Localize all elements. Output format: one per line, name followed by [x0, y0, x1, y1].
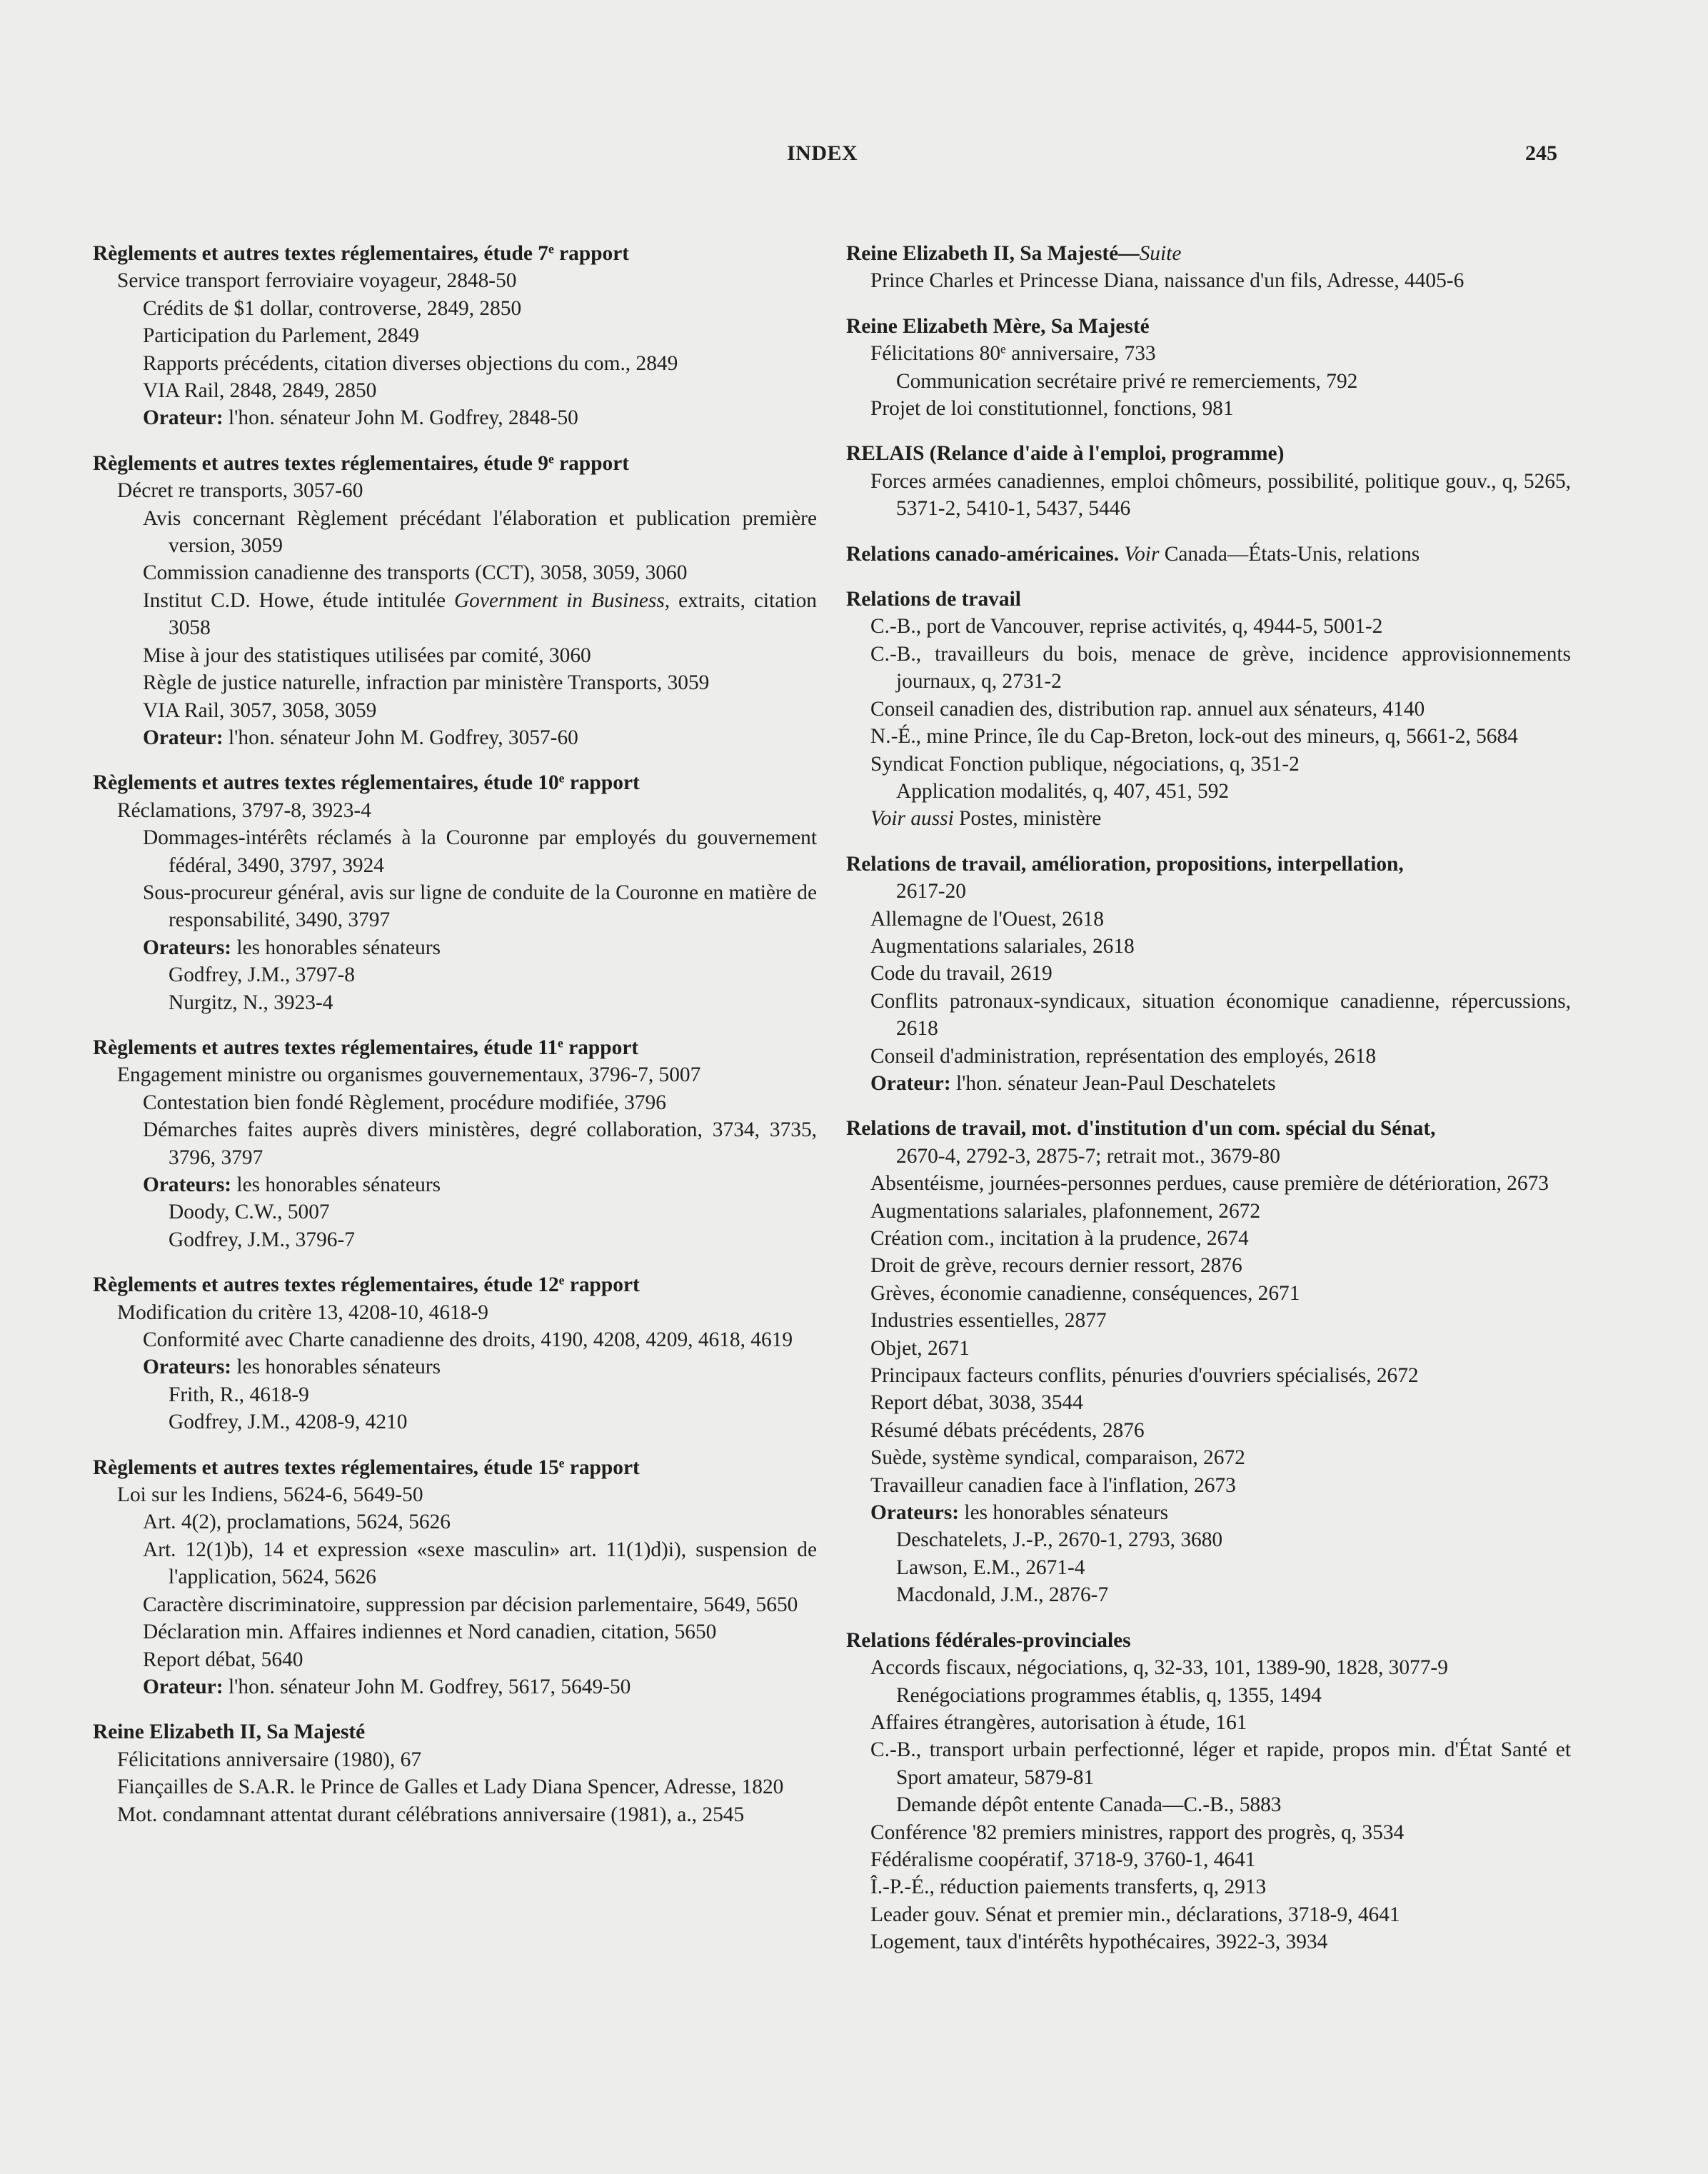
entry-text-tail: anniversaire, 733 — [1005, 342, 1156, 366]
speaker-label: Orateur: — [143, 406, 223, 430]
entry-text: Logement, taux d'intérêts hypothécaires, 3922-3, 3934 — [870, 1930, 1328, 1954]
entry-heading — [846, 851, 1571, 906]
heading-text: Règlements et autres textes réglementaires, étude 12 — [93, 1273, 559, 1297]
entry-text: Leader gouv. Sénat et premier min., déclarations, 3718-9, 4641 — [870, 1903, 1400, 1926]
subentry — [846, 613, 1571, 640]
entry-text: Conflits patronaux-syndicaux, situation économique canadienne, répercussions, 2618 — [870, 989, 1571, 1041]
index-entry — [846, 1115, 1571, 1608]
subentry — [846, 1444, 1571, 1471]
see-also-label: Voir aussi — [870, 807, 954, 831]
heading-tail: rapport — [564, 771, 640, 795]
heading-text: Relations de travail, mot. d'institution d'un com. spécial du Sénat, — [846, 1117, 1436, 1141]
entry-text: les honorables sénateurs — [231, 1173, 441, 1196]
speaker-entry — [93, 961, 817, 988]
entry-heading — [93, 1034, 817, 1061]
speaker-entry — [93, 1408, 817, 1436]
ordinal-superscript: e — [558, 1036, 563, 1051]
ordinal-superscript: e — [558, 1455, 565, 1470]
sub-subentry — [93, 1536, 817, 1591]
subentry — [846, 1043, 1571, 1070]
speaker-label: Orateurs: — [143, 1356, 232, 1379]
entry-text: l'hon. sénateur John M. Godfrey, 5617, 5649-50 — [223, 1675, 631, 1698]
entry-text: C.-B., transport urbain perfectionné, léger et rapide, propos min. d'État Santé et Sport amateur, 5879-81 — [870, 1738, 1571, 1789]
entry-text: Règle de justice naturelle, infraction par ministère Transports, 3059 — [143, 671, 710, 695]
entry-text: Commission canadienne des transports (CCT), 3058, 3059, 3060 — [143, 561, 688, 585]
entry-text: Forces armées canadiennes, emploi chômeurs, possibilité, politique gouv., q, 5265, 5371-2, 5410-1, 5437, 5446 — [870, 469, 1571, 521]
subentry — [846, 1846, 1571, 1873]
speaker-label: Orateurs: — [143, 1173, 232, 1196]
heading-text: Relations canado-américaines. — [846, 542, 1120, 566]
sub-subentry — [93, 669, 817, 696]
entry-text: Affaires étrangères, autorisation à étude, 161 — [870, 1710, 1247, 1734]
entry-heading — [93, 1718, 817, 1745]
sub-subentry — [846, 368, 1571, 395]
entry-text: Participation du Parlement, 2849 — [143, 324, 419, 348]
subentry — [846, 1654, 1571, 1681]
entry-text: Deschatelets, J.-P., 2670-1, 2793, 3680 — [896, 1528, 1223, 1552]
entry-text: VIA Rail, 2848, 2849, 2850 — [143, 379, 377, 403]
entry-text: Engagement ministre ou organismes gouvernementaux, 3796-7, 5007 — [117, 1063, 701, 1087]
index-entry — [846, 851, 1571, 1098]
subentry — [846, 1252, 1571, 1279]
heading-text: Règlements et autres textes réglementaires, étude 10 — [93, 771, 559, 795]
heading-continued-marker: Suite — [1139, 242, 1182, 265]
subentry — [846, 960, 1571, 987]
subentry — [93, 797, 817, 824]
ordinal-superscript: e — [1000, 341, 1006, 356]
entry-text: Caractère discriminatoire, suppression par décision parlementaire, 5649, 5650 — [143, 1593, 798, 1616]
sub-subentry — [93, 404, 817, 431]
sub-subentry — [93, 1326, 817, 1353]
sub-subentry — [93, 1591, 817, 1618]
subentry — [846, 1335, 1571, 1362]
entry-text: Communication secrétaire privé re remerciements, 792 — [896, 369, 1358, 393]
subentry — [846, 1170, 1571, 1197]
index-entry — [846, 1627, 1571, 1956]
index-entry — [846, 240, 1571, 295]
subentry — [93, 1773, 817, 1800]
sub-subentry — [93, 879, 817, 934]
entry-text: Travailleur canadien face à l'inflation, 2673 — [870, 1473, 1236, 1497]
speaker-entry — [93, 989, 817, 1016]
entry-heading — [846, 240, 1571, 267]
entry-text: l'hon. sénateur John M. Godfrey, 3057-60 — [223, 726, 578, 749]
entry-text: Contestation bien fondé Règlement, procédure modifiée, 3796 — [143, 1091, 666, 1114]
subentry — [846, 1819, 1571, 1846]
entry-text: N.-É., mine Prince, île du Cap-Breton, lock-out des mineurs, q, 5661-2, 5684 — [870, 725, 1518, 748]
sub-subentry — [93, 1618, 817, 1645]
see-reference-label: Voir — [1119, 542, 1160, 566]
heading-page-refs: 2670-4, 2792-3, 2875-7; retrait mot., 3679-80 — [896, 1144, 1280, 1168]
entry-text: Réclamations, 3797-8, 3923-4 — [117, 798, 371, 822]
ordinal-superscript: e — [558, 1273, 565, 1288]
entry-text: l'hon. sénateur John M. Godfrey, 2848-50 — [223, 406, 578, 430]
entry-text: Postes, ministère — [953, 807, 1102, 831]
subentry — [846, 1389, 1571, 1416]
heading-text: Règlements et autres textes réglementaires, étude 9 — [93, 451, 548, 475]
index-entry — [93, 1718, 817, 1828]
entry-text: Service transport ferroviaire voyageur, 2848-50 — [117, 269, 517, 293]
entry-heading — [93, 1454, 817, 1481]
entry-text: Conférence '82 premiers ministres, rapport des progrès, q, 3534 — [870, 1820, 1405, 1844]
index-entry — [846, 541, 1571, 568]
subentry — [93, 1481, 817, 1508]
heading-tail: rapport — [553, 451, 630, 475]
heading-tail: rapport — [553, 242, 630, 265]
subentry — [846, 340, 1571, 367]
entry-text: Prince Charles et Princesse Diana, naissance d'un fils, Adresse, 4405-6 — [870, 269, 1465, 293]
heading-text: Relations de travail — [846, 588, 1021, 611]
entry-text: Conseil canadien des, distribution rap. annuel aux sénateurs, 4140 — [870, 697, 1425, 721]
index-entry — [93, 1454, 817, 1701]
entry-text: Accords fiscaux, négociations, q, 32-33, 101, 1389-90, 1828, 3077-9 — [870, 1656, 1448, 1680]
subentry — [846, 751, 1571, 778]
entry-text: Code du travail, 2619 — [870, 962, 1053, 986]
entry-text: Avis concernant Règlement précédant l'élaboration et publication première version, 3059 — [143, 506, 817, 558]
subentry — [93, 1801, 817, 1828]
subentry — [846, 1736, 1571, 1791]
heading-text: Relations fédérales-provinciales — [846, 1628, 1131, 1652]
heading-tail: rapport — [564, 1273, 640, 1297]
heading-text: Reine Elizabeth Mère, Sa Majesté — [846, 314, 1150, 338]
speaker-label: Orateurs: — [143, 936, 232, 959]
page-title: INDEX — [787, 141, 858, 165]
entry-heading — [846, 1627, 1571, 1654]
entry-text: Macdonald, J.M., 2876-7 — [896, 1583, 1109, 1607]
entry-text: Nurgitz, N., 3923-4 — [169, 991, 333, 1014]
index-entry — [846, 586, 1571, 833]
italic-title: Government in Business, — [453, 588, 670, 612]
entry-text: les honorables sénateurs — [231, 1356, 441, 1379]
sub-subentry — [846, 1554, 1571, 1581]
sub-subentry — [846, 1526, 1571, 1553]
heading-tail: rapport — [564, 1456, 640, 1479]
ordinal-superscript: e — [558, 771, 565, 786]
speaker-entry — [93, 1198, 817, 1226]
subentry — [93, 477, 817, 504]
subentry — [93, 1061, 817, 1088]
entry-text: Godfrey, J.M., 3797-8 — [169, 963, 355, 987]
entry-text: Syndicat Fonction publique, négociations, q, 351-2 — [870, 752, 1300, 776]
entry-heading — [846, 586, 1571, 613]
speaker-label: Orateur: — [870, 1071, 951, 1095]
ordinal-superscript: e — [548, 241, 554, 256]
subentry — [846, 395, 1571, 422]
entry-heading — [93, 240, 817, 267]
entry-text: Art. 4(2), proclamations, 5624, 5626 — [143, 1511, 451, 1534]
entry-text: les honorables sénateurs — [959, 1501, 1169, 1525]
entry-text: les honorables sénateurs — [231, 936, 441, 959]
entry-text: Crédits de $1 dollar, controverse, 2849, 2850 — [143, 296, 522, 320]
subentry — [846, 1499, 1571, 1526]
sub-subentry — [93, 1646, 817, 1673]
entry-text: Doody, C.W., 5007 — [169, 1201, 330, 1224]
entry-text: Godfrey, J.M., 3796-7 — [169, 1228, 355, 1251]
sub-subentry — [846, 1791, 1571, 1818]
entry-text: Report débat, 5640 — [143, 1648, 303, 1671]
index-column-right — [846, 240, 1571, 1974]
subentry — [846, 988, 1571, 1043]
speaker-label: Orateurs: — [870, 1501, 960, 1525]
heading-text: Règlements et autres textes réglementaires, étude 11 — [93, 1036, 558, 1059]
sub-subentry — [93, 377, 817, 404]
entry-text: Suède, système syndical, comparaison, 2672 — [870, 1446, 1245, 1470]
see-reference-target: Canada—États-Unis, relations — [1159, 542, 1420, 566]
entry-heading — [93, 450, 817, 477]
entry-text: Conformité avec Charte canadienne des droits, 4190, 4208, 4209, 4618, 4619 — [143, 1328, 793, 1352]
sub-subentry — [846, 1581, 1571, 1608]
heading-text: Relations de travail, amélioration, propositions, interpellation, — [846, 852, 1404, 876]
sub-subentry — [93, 1353, 817, 1381]
ordinal-superscript: e — [548, 451, 554, 466]
page-number: 245 — [1525, 141, 1557, 165]
sub-subentry — [93, 934, 817, 961]
sub-subentry — [93, 1089, 817, 1116]
entry-text: Loi sur les Indiens, 5624-6, 5649-50 — [117, 1483, 423, 1507]
index-column-left — [93, 240, 817, 1846]
entry-text: Frith, R., 4618-9 — [169, 1383, 309, 1406]
sub-subentry — [93, 295, 817, 322]
entry-heading — [93, 769, 817, 796]
speaker-entry — [93, 1226, 817, 1253]
subentry — [846, 1417, 1571, 1444]
heading-text: RELAIS (Relance d'aide à l'emploi, programme) — [846, 442, 1285, 466]
subentry — [93, 1299, 817, 1326]
entry-text: Grèves, économie canadienne, conséquences, 2671 — [870, 1281, 1300, 1305]
subentry — [846, 1307, 1571, 1334]
entry-text: C.-B., travailleurs du bois, menace de grève, incidence approvisionnements journaux, q, 2731-2 — [870, 642, 1571, 693]
entry-text: Rapports précédents, citation diverses objections du com., 2849 — [143, 351, 678, 375]
entry-text: Sous-procureur général, avis sur ligne de conduite de la Couronne en matière de responsabilité, 3490, 3797 — [143, 881, 817, 932]
subentry — [846, 468, 1571, 523]
sub-subentry — [93, 322, 817, 349]
entry-text: Conseil d'administration, représentation des employés, 2618 — [870, 1044, 1377, 1068]
entry-heading — [846, 440, 1571, 467]
subentry — [846, 267, 1571, 294]
heading-page-refs: 2617-20 — [896, 880, 966, 903]
index-entry — [93, 450, 817, 751]
entry-heading — [846, 1115, 1571, 1170]
entry-text: Mise à jour des statistiques utilisées par comité, 3060 — [143, 643, 591, 667]
entry-heading — [93, 1271, 817, 1298]
entry-text: Demande dépôt entente Canada—C.-B., 5883 — [896, 1793, 1282, 1817]
subentry — [846, 1280, 1571, 1307]
index-entry — [93, 769, 817, 1016]
entry-text: Fiançailles de S.A.R. le Prince de Galles et Lady Diana Spencer, Adresse, 1820 — [117, 1775, 784, 1799]
entry-text: Objet, 2671 — [870, 1336, 970, 1360]
speaker-entry — [93, 1381, 817, 1408]
page-header — [0, 141, 1708, 170]
sub-subentry — [93, 1673, 817, 1700]
entry-text: Fédéralisme coopératif, 3718-9, 3760-1, 4641 — [870, 1848, 1256, 1871]
entry-text: Démarches faites auprès divers ministères, degré collaboration, 3734, 3735, 3796, 3797 — [143, 1118, 817, 1169]
sub-subentry — [93, 1116, 817, 1171]
subentry — [846, 933, 1571, 960]
speaker-label: Orateur: — [143, 1675, 223, 1698]
entry-text: Report débat, 3038, 3544 — [870, 1391, 1083, 1415]
subentry — [846, 1472, 1571, 1499]
index-entry — [93, 1271, 817, 1436]
entry-text-tail: extraits, citation 3058 — [169, 588, 817, 640]
index-entry — [93, 1034, 817, 1253]
entry-text: Déclaration min. Affaires indiennes et Nord canadien, citation, 5650 — [143, 1621, 717, 1644]
subentry — [93, 267, 817, 294]
entry-text: Décret re transports, 3057-60 — [117, 479, 363, 503]
subentry — [846, 1873, 1571, 1900]
entry-text: l'hon. sénateur Jean-Paul Deschatelets — [950, 1071, 1276, 1095]
subentry — [846, 1901, 1571, 1928]
sub-subentry — [93, 642, 817, 669]
heading-text: Reine Elizabeth II, Sa Majesté — [93, 1720, 366, 1744]
sub-subentry — [93, 1508, 817, 1536]
entry-text: Renégociations programmes établis, q, 1355, 1494 — [896, 1683, 1322, 1707]
entry-text: Industries essentielles, 2877 — [870, 1309, 1107, 1333]
index-entry — [93, 240, 817, 432]
entry-heading — [846, 313, 1571, 340]
entry-text: Félicitations 80 — [870, 342, 1001, 366]
subentry — [846, 906, 1571, 933]
entry-text: Application modalités, q, 407, 451, 592 — [896, 779, 1230, 803]
sub-subentry — [93, 824, 817, 879]
heading-text: Règlements et autres textes réglementaires, étude 15 — [93, 1456, 559, 1479]
sub-subentry — [93, 587, 817, 642]
subentry — [93, 1746, 817, 1773]
sub-subentry — [93, 697, 817, 724]
entry-text: Principaux facteurs conflits, pénuries d'ouvriers spécialisés, 2672 — [870, 1364, 1419, 1388]
entry-text: Résumé débats précédents, 2876 — [870, 1418, 1145, 1442]
entry-text: Modification du critère 13, 4208-10, 4618-9 — [117, 1301, 488, 1324]
subentry — [846, 1070, 1571, 1097]
sub-subentry — [93, 1171, 817, 1198]
sub-subentry — [846, 778, 1571, 805]
heading-text: Reine Elizabeth II, Sa Majesté— — [846, 242, 1140, 265]
subentry — [846, 1928, 1571, 1955]
entry-text: VIA Rail, 3057, 3058, 3059 — [143, 698, 377, 722]
entry-text: Institut C.D. Howe, étude intitulée — [143, 588, 454, 612]
subentry — [846, 1225, 1571, 1252]
heading-text: Règlements et autres textes réglementaires, étude 7 — [93, 242, 548, 265]
entry-text: Art. 12(1)b), 14 et expression «sexe masculin» art. 11(1)d)i), suspension de l'application, 5624, 5626 — [143, 1538, 817, 1589]
entry-text: Droit de grève, recours dernier ressort, 2876 — [870, 1254, 1242, 1278]
entry-text: Absentéisme, journées-personnes perdues, cause première de détérioration, 2673 — [870, 1172, 1549, 1196]
entry-text: Godfrey, J.M., 4208-9, 4210 — [169, 1411, 408, 1434]
subentry — [846, 1362, 1571, 1389]
entry-text: Projet de loi constitutionnel, fonctions, 981 — [870, 397, 1234, 421]
entry-text: C.-B., port de Vancouver, reprise activités, q, 4944-5, 5001-2 — [870, 615, 1383, 638]
entry-text: Allemagne de l'Ouest, 2618 — [870, 907, 1104, 931]
sub-subentry — [93, 724, 817, 751]
heading-tail: rapport — [563, 1036, 639, 1059]
sub-subentry — [846, 1682, 1571, 1709]
entry-text: Augmentations salariales, plafonnement, 2672 — [870, 1199, 1261, 1223]
entry-text: Lawson, E.M., 2671-4 — [896, 1556, 1085, 1579]
entry-text: Création com., incitation à la prudence, 2674 — [870, 1227, 1249, 1250]
sub-subentry — [93, 350, 817, 377]
entry-text: Dommages-intérêts réclamés à la Couronne par employés du gouvernement fédéral, 3490, 3797, 3924 — [143, 826, 817, 877]
entry-text: Augmentations salariales, 2618 — [870, 934, 1135, 958]
entry-text: Î.-P.-É., réduction paiements transferts, q, 2913 — [870, 1875, 1267, 1899]
subentry — [846, 1198, 1571, 1225]
subentry — [846, 696, 1571, 723]
index-entry — [846, 440, 1571, 522]
sub-subentry — [93, 559, 817, 586]
subentry — [846, 805, 1571, 832]
speaker-label: Orateur: — [143, 726, 223, 749]
sub-subentry — [93, 505, 817, 560]
entry-text: Félicitations anniversaire (1980), 67 — [117, 1748, 422, 1771]
subentry — [846, 723, 1571, 750]
subentry — [846, 641, 1571, 696]
subentry — [846, 1709, 1571, 1736]
entry-heading — [846, 541, 1571, 568]
index-entry — [846, 313, 1571, 423]
entry-text: Mot. condamnant attentat durant célébrations anniversaire (1981), a., 2545 — [117, 1803, 745, 1826]
